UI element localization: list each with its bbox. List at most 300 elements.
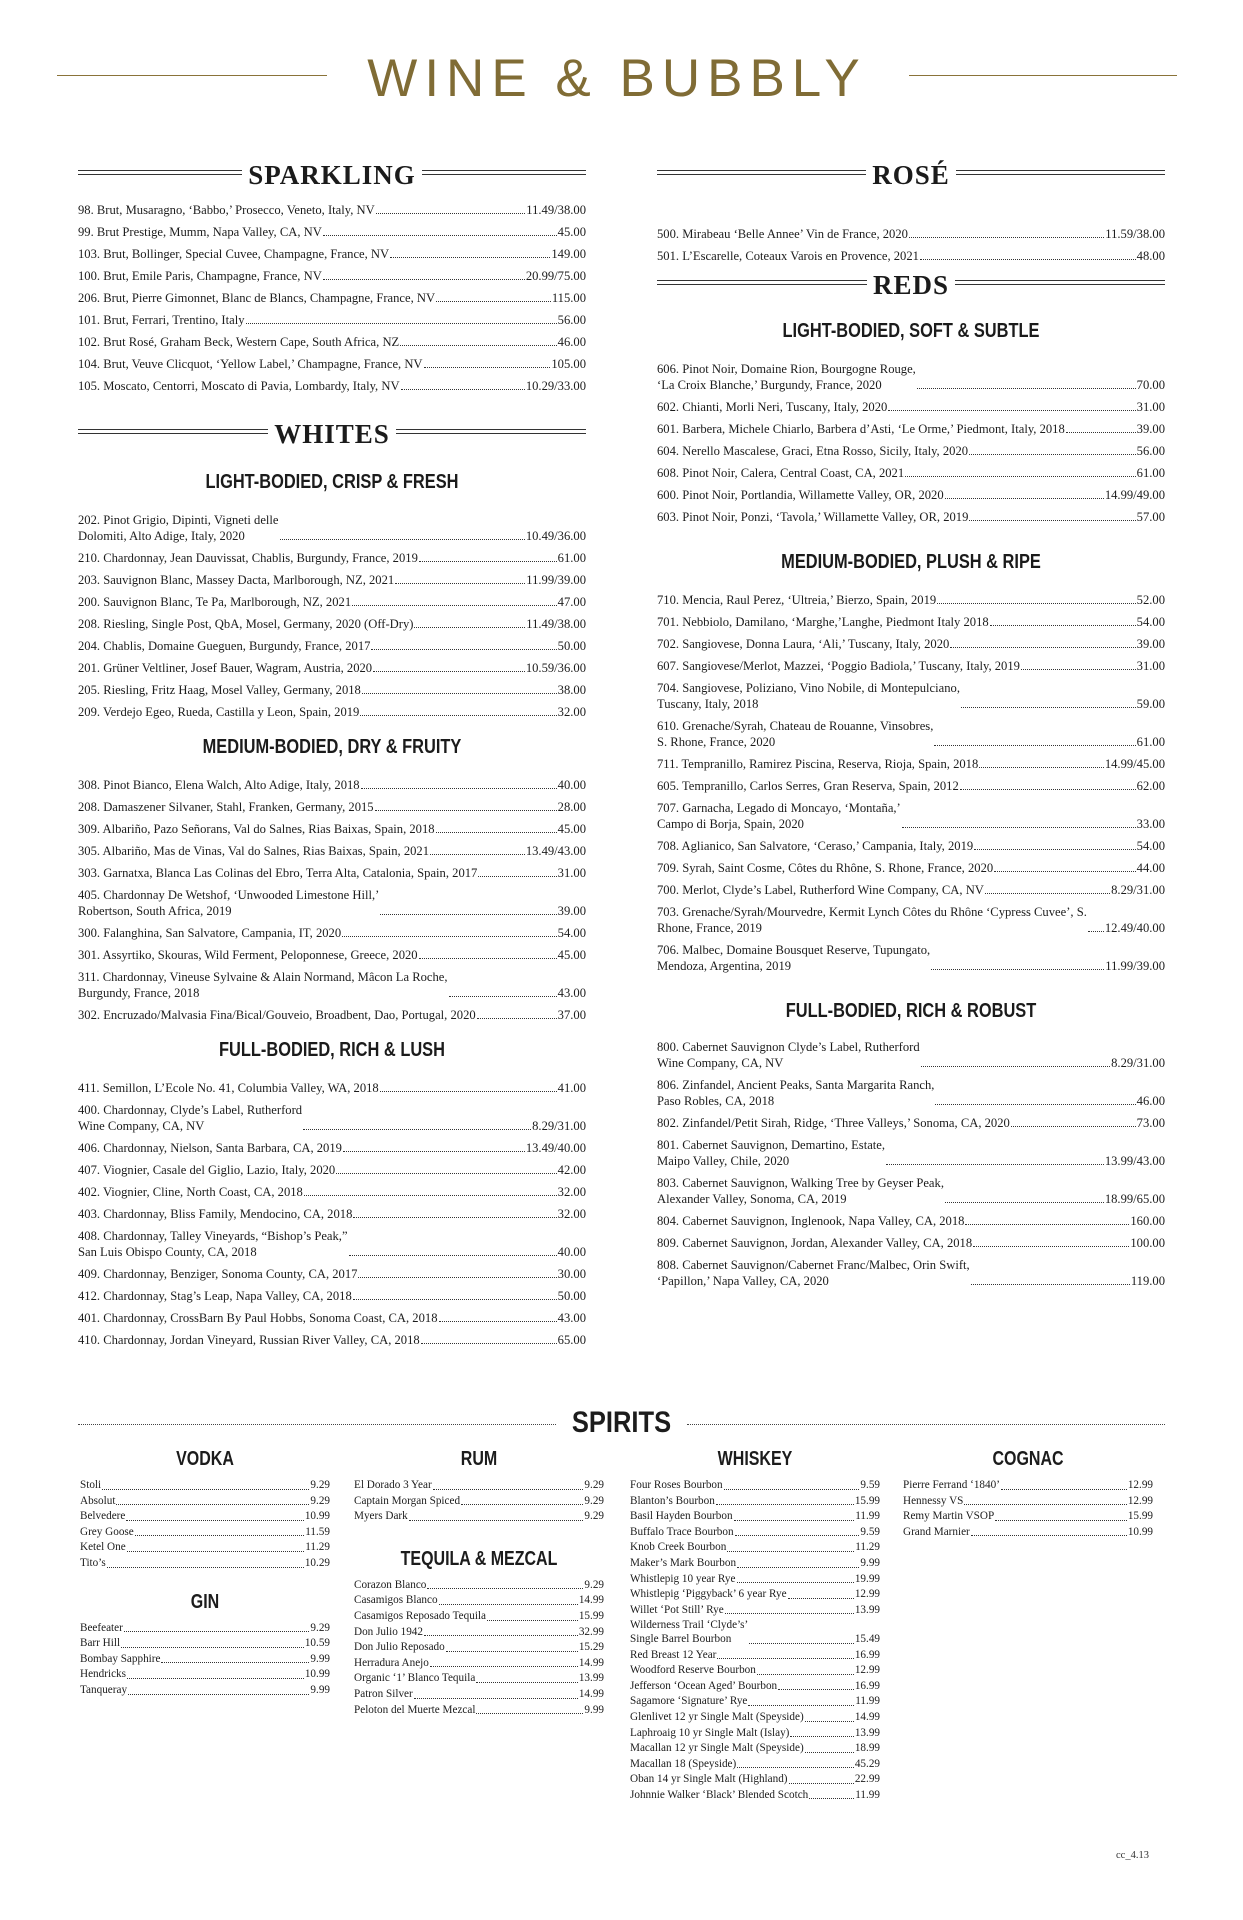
dot-leader: [1001, 1489, 1127, 1490]
menu-item-name: Whistlepig 10 year Rye: [630, 1572, 736, 1585]
menu-item-name: Knob Creek Bourbon: [630, 1541, 727, 1554]
menu-item-name: 103. Brut, Bollinger, Special Cuvee, Champagne, France, NV: [78, 247, 390, 261]
dot-leader: [969, 454, 1136, 455]
menu-item: [78, 1266, 586, 1282]
menu-item-name: 410. Chardonnay, Jordan Vineyard, Russian River Valley, CA, 2018: [78, 1333, 420, 1347]
menu-item-price: 57.00: [1136, 510, 1165, 524]
dot-leader: [116, 1504, 309, 1505]
menu-item-price: 45.00: [557, 948, 586, 962]
dot-leader: [107, 1567, 304, 1568]
menu-item-name: 311. Chardonnay, Vineuse Sylvaine & Alain Normand, Mâcon La Roche, Burgundy, France, 2018: [78, 970, 448, 1000]
menu-item-price: 12.99: [854, 1664, 880, 1677]
menu-item-price: 45.00: [557, 225, 586, 239]
dot-leader: [449, 996, 557, 997]
menu-item-name: Herradura Anejo: [354, 1656, 429, 1669]
menu-item: [657, 658, 1165, 674]
spirits-heading: SPIRITS: [571, 1406, 672, 1439]
dot-leader: [436, 832, 557, 833]
menu-item-name: 707. Garnacha, Legado di Moncayo, ‘Montaña,’ Campo di Borja, Spain, 2020: [657, 801, 901, 831]
menu-item-name: 102. Brut Rosé, Graham Beck, Western Cape, South Africa, NZ: [78, 335, 400, 349]
menu-item: [657, 1235, 1165, 1251]
menu-item: [78, 1288, 586, 1304]
dot-leader: [353, 1217, 556, 1218]
menu-item-name: Captain Morgan Spiced: [354, 1494, 461, 1507]
menu-item-price: 119.00: [1130, 1274, 1165, 1288]
menu-item: [657, 399, 1165, 415]
reds-heading-banner: [657, 268, 1165, 302]
menu-item-price: 40.00: [557, 778, 586, 792]
menu-item-price: 45.00: [557, 822, 586, 836]
page-title: WINE & BUBBLY: [359, 49, 874, 108]
menu-item-price: 39.00: [1136, 422, 1165, 436]
menu-item: [78, 1080, 586, 1096]
footer-code: cc_4.13: [1116, 1850, 1149, 1861]
spirits-col-2: [354, 1448, 604, 1719]
menu-item-price: 8.29/31.00: [532, 1119, 586, 1133]
menu-item-price: 37.00: [557, 1008, 586, 1022]
dot-leader: [886, 1164, 1104, 1165]
menu-item: [80, 1495, 330, 1509]
menu-item-price: 61.00: [1136, 735, 1165, 749]
reds-full-heading: FULL-BODIED, RICH & ROBUST: [785, 1000, 1037, 1022]
vodka-list: [80, 1479, 330, 1571]
menu-item: [80, 1479, 330, 1493]
menu-item: [354, 1579, 604, 1593]
menu-item-price: 39.00: [1136, 637, 1165, 651]
menu-item-price: 15.29: [578, 1641, 604, 1654]
menu-item: [78, 1310, 586, 1326]
menu-item-price: 12.99: [854, 1588, 880, 1601]
dot-leader: [788, 1598, 854, 1599]
menu-item-price: 16.99: [854, 1648, 880, 1661]
whites-light-heading: LIGHT-BODIED, CRISP & FRESH: [205, 471, 459, 493]
menu-item: [354, 1479, 604, 1493]
menu-item-name: 600. Pinot Noir, Portlandia, Willamette Valley, OR, 2020: [657, 488, 944, 502]
menu-item-name: 202. Pinot Grigio, Dipinti, Vigneti delle Dolomiti, Alto Adige, Italy, 2020: [78, 513, 279, 543]
menu-item: [354, 1704, 604, 1718]
reds-medium-heading: MEDIUM-BODIED, PLUSH & RIPE: [781, 551, 1041, 573]
menu-item-price: 48.00: [1136, 249, 1165, 263]
menu-item-price: 50.00: [557, 1289, 586, 1303]
menu-item-name: 711. Tempranillo, Ramirez Piscina, Reserva, Rioja, Spain, 2018: [657, 757, 979, 771]
menu-item-name: Whistlepig ‘Piggyback’ 6 year Rye: [630, 1588, 787, 1601]
menu-item-name: 804. Cabernet Sauvignon, Inglenook, Napa Valley, CA, 2018: [657, 1214, 965, 1228]
menu-item-name: 607. Sangiovese/Merlot, Mazzei, ‘Poggio Badiola,’ Tuscany, Italy, 2019: [657, 659, 1020, 673]
dot-leader: [748, 1705, 854, 1706]
menu-item-price: 28.00: [557, 800, 586, 814]
menu-item-price: 9.99: [584, 1703, 604, 1716]
menu-item-price: 15.99: [1127, 1510, 1153, 1523]
menu-item: [657, 778, 1165, 794]
menu-item-name: 98. Brut, Musaragno, ‘Babbo,’ Prosecco, Veneto, Italy, NV: [78, 203, 375, 217]
menu-item-name: Tanqueray: [80, 1683, 128, 1696]
menu-item-name: Grey Goose: [80, 1525, 134, 1538]
menu-item-price: 9.29: [584, 1578, 604, 1591]
menu-item-name: 603. Pinot Noir, Ponzi, ‘Tavola,’ Willamette Valley, OR, 2019: [657, 510, 969, 524]
dot-leader: [1011, 1126, 1136, 1127]
whiskey-list: [630, 1479, 880, 1802]
menu-item-name: 406. Chardonnay, Nielson, Santa Barbara, CA, 2019: [78, 1141, 342, 1155]
dot-leader: [342, 936, 557, 937]
menu-item-name: Woodford Reserve Bourbon: [630, 1664, 756, 1677]
menu-item-price: 8.29/31.00: [1111, 1056, 1165, 1070]
menu-item-name: 606. Pinot Noir, Domaine Rion, Bourgogne Rouge, ‘La Croix Blanche,’ Burgundy, France, 2020: [657, 362, 916, 392]
dot-leader: [909, 237, 1104, 238]
menu-item: [630, 1773, 880, 1787]
dot-leader: [390, 257, 550, 258]
menu-item-price: 11.59/38.00: [1105, 227, 1165, 241]
menu-item-price: 56.00: [1136, 444, 1165, 458]
menu-item-name: Johnnie Walker ‘Black’ Blended Scotch: [630, 1788, 809, 1801]
dot-leader: [376, 213, 526, 214]
menu-item: [80, 1526, 330, 1540]
dot-leader: [971, 1535, 1127, 1536]
menu-item-name: 601. Barbera, Michele Chiarlo, Barbera d’Asti, ‘Le Orme,’ Piedmont, Italy, 2018: [657, 422, 1065, 436]
menu-item: [80, 1541, 330, 1555]
menu-item: [630, 1649, 880, 1663]
menu-item: [78, 865, 586, 881]
menu-item: [630, 1680, 880, 1694]
menu-item-name: 300. Falanghina, San Salvatore, Campania, IT, 2020: [78, 926, 342, 940]
menu-item-price: 9.29: [310, 1479, 330, 1491]
menu-item-price: 54.00: [557, 926, 586, 940]
menu-item-price: 18.99: [854, 1742, 880, 1755]
menu-item-price: 46.00: [1136, 1094, 1165, 1108]
menu-item-name: 803. Cabernet Sauvignon, Walking Tree by Geyser Peak, Alexander Valley, Sonoma, CA, 2019: [657, 1176, 944, 1206]
menu-item-name: 610. Grenache/Syrah, Chateau de Rouanne, Vinsobres, S. Rhone, France, 2020: [657, 719, 934, 749]
dot-leader: [487, 1620, 578, 1621]
menu-item-price: 18.99/65.00: [1104, 1192, 1165, 1206]
menu-item-name: 104. Brut, Veuve Clicquot, ‘Yellow Label,’ Champagne, France, NV: [78, 357, 423, 371]
dot-leader: [790, 1736, 853, 1737]
menu-item-price: 62.00: [1136, 779, 1165, 793]
menu-item-name: 605. Tempranillo, Carlos Serres, Gran Reserva, Spain, 2012: [657, 779, 959, 793]
menu-item: [78, 925, 586, 941]
menu-item: [78, 1007, 586, 1023]
menu-item: [78, 616, 586, 632]
menu-item: [630, 1604, 880, 1618]
menu-item-name: Macallan 18 (Speyside): [630, 1757, 737, 1770]
menu-item-name: Macallan 12 yr Single Malt (Speyside): [630, 1742, 804, 1755]
tequila-list: [354, 1579, 604, 1717]
menu-item-price: 32.00: [557, 705, 586, 719]
dot-leader: [400, 345, 556, 346]
menu-item: [630, 1789, 880, 1803]
menu-item-price: 10.29/33.00: [525, 379, 586, 393]
menu-item-name: 608. Pinot Noir, Calera, Central Coast, CA, 2021: [657, 466, 905, 480]
menu-item-name: 501. L’Escarelle, Coteaux Varois en Provence, 2021: [657, 249, 919, 263]
menu-item: [78, 1206, 586, 1222]
menu-item-price: 47.00: [557, 595, 586, 609]
menu-item-price: 50.00: [557, 639, 586, 653]
rum-heading: RUM: [460, 1448, 498, 1470]
dot-leader: [937, 603, 1135, 604]
menu-item-name: Glenlivet 12 yr Single Malt (Speyside): [630, 1710, 804, 1723]
menu-item-price: 10.99: [1127, 1525, 1153, 1538]
menu-item: [657, 636, 1165, 652]
menu-item: [78, 246, 586, 262]
menu-item: [78, 290, 586, 306]
dot-leader: [917, 388, 1136, 389]
dot-leader: [1088, 931, 1104, 932]
dot-leader: [971, 1284, 1130, 1285]
menu-item-price: 115.00: [551, 291, 586, 305]
menu-item-price: 70.00: [1136, 378, 1165, 392]
menu-item-price: 11.99/39.00: [1105, 959, 1165, 973]
menu-item-name: Buffalo Trace Bourbon: [630, 1525, 734, 1538]
menu-item-price: 11.59: [305, 1525, 330, 1538]
rose-heading: ROSÉ: [866, 160, 956, 190]
menu-item-price: 31.00: [1136, 659, 1165, 673]
whites-heading: WHITES: [268, 419, 396, 449]
menu-item-price: 10.29: [304, 1556, 330, 1569]
menu-item-price: 42.00: [557, 1163, 586, 1177]
menu-item-price: 19.99: [854, 1572, 880, 1585]
menu-item-name: Four Roses Bourbon: [630, 1479, 723, 1491]
dot-leader: [935, 1104, 1135, 1105]
menu-item-name: Don Julio Reposado: [354, 1641, 445, 1654]
rose-heading-banner: [657, 158, 1165, 192]
menu-item-name: Maker’s Mark Bourbon: [630, 1556, 737, 1569]
dot-leader: [349, 1255, 557, 1256]
menu-item: [630, 1727, 880, 1741]
dot-leader: [734, 1520, 855, 1521]
menu-item-name: 412. Chardonnay, Stag’s Leap, Napa Valley, CA, 2018: [78, 1289, 352, 1303]
menu-item-price: 30.00: [557, 1267, 586, 1281]
dot-leader: [336, 1173, 556, 1174]
menu-item: [354, 1510, 604, 1524]
menu-item: [657, 361, 1165, 393]
menu-item-price: 9.29: [584, 1494, 604, 1507]
dot-leader: [964, 1504, 1126, 1505]
dot-leader: [805, 1721, 854, 1722]
spirits-heading-banner: [78, 1406, 1165, 1440]
dot-leader: [727, 1551, 854, 1552]
menu-item-name: 409. Chardonnay, Benziger, Sonoma County, CA, 2017: [78, 1267, 358, 1281]
menu-item: [657, 421, 1165, 437]
menu-item-price: 160.00: [1130, 1214, 1165, 1228]
menu-item-price: 10.49/36.00: [525, 529, 586, 543]
menu-item-name: 208. Riesling, Single Post, QbA, Mosel, Germany, 2020 (Off-Dry): [78, 617, 414, 631]
dot-leader: [323, 235, 557, 236]
menu-item-price: 12.49/40.00: [1104, 921, 1165, 935]
menu-item-name: 201. Grüner Veltliner, Josef Bauer, Wagram, Austria, 2020: [78, 661, 373, 675]
menu-item: [354, 1594, 604, 1608]
dot-leader: [343, 1151, 525, 1152]
dot-leader: [961, 707, 1136, 708]
menu-item-name: Remy Martin VSOP: [903, 1510, 995, 1523]
menu-item-name: Casamigos Blanco: [354, 1594, 438, 1607]
dot-leader: [280, 539, 525, 540]
rum-list: [354, 1479, 604, 1524]
dot-leader: [757, 1674, 854, 1675]
dot-leader: [446, 1651, 578, 1652]
menu-item-price: 46.00: [557, 335, 586, 349]
whites-heading-banner: [78, 417, 586, 451]
menu-item-name: 710. Mencia, Raul Perez, ‘Ultreia,’ Bierzo, Spain, 2019: [657, 593, 937, 607]
menu-item-name: 302. Encruzado/Malvasia Fina/Bical/Gouveio, Broadbent, Dao, Portugal, 2020: [78, 1008, 476, 1022]
dot-leader: [124, 1631, 310, 1632]
menu-item-price: 11.29: [305, 1541, 330, 1554]
menu-item: [80, 1510, 330, 1524]
menu-item-price: 12.99: [1127, 1479, 1153, 1491]
menu-item-price: 15.99: [854, 1494, 880, 1507]
menu-item-price: 73.00: [1136, 1116, 1165, 1130]
menu-item-name: 702. Sangiovese, Donna Laura, ‘Ali,’ Tuscany, Italy, 2020: [657, 637, 950, 651]
menu-item-name: Tito’s: [80, 1556, 106, 1569]
whites-medium-list: [78, 777, 586, 1023]
dot-leader: [985, 893, 1110, 894]
menu-item-price: 16.99: [854, 1679, 880, 1692]
dot-leader: [135, 1535, 304, 1536]
dot-leader: [380, 1091, 557, 1092]
dot-leader: [888, 410, 1135, 411]
menu-item-name: 205. Riesling, Fritz Haag, Mosel Valley, Germany, 2018: [78, 683, 361, 697]
menu-item: [630, 1619, 880, 1646]
dot-leader: [433, 1489, 584, 1490]
dot-leader: [461, 1504, 583, 1505]
menu-item: [657, 443, 1165, 459]
menu-item-name: 200. Sauvignon Blanc, Te Pa, Marlborough, NZ, 2021: [78, 595, 352, 609]
menu-item-price: 9.29: [584, 1479, 604, 1491]
menu-item-price: 9.29: [310, 1494, 330, 1507]
menu-item-price: 52.00: [1136, 593, 1165, 607]
menu-item-name: 209. Verdejo Egeo, Rueda, Castilla y Leon, Spain, 2019: [78, 705, 360, 719]
menu-item: [657, 904, 1165, 936]
whites-full-heading: FULL-BODIED, RICH & LUSH: [219, 1039, 445, 1061]
menu-item: [657, 800, 1165, 832]
menu-item-price: 41.00: [557, 1081, 586, 1095]
menu-item: [657, 718, 1165, 750]
menu-item: [657, 592, 1165, 608]
menu-item-price: 22.99: [854, 1773, 880, 1786]
menu-item-price: 10.59/36.00: [525, 661, 586, 675]
menu-item: [78, 550, 586, 566]
menu-item: [354, 1626, 604, 1640]
dot-leader: [360, 715, 556, 716]
menu-item-name: Basil Hayden Bourbon: [630, 1510, 733, 1523]
menu-item-price: 44.00: [1136, 861, 1165, 875]
dot-leader: [960, 789, 1136, 790]
menu-item-name: 709. Syrah, Saint Cosme, Côtes du Rhône, S. Rhone, France, 2020: [657, 861, 994, 875]
dot-leader: [401, 389, 525, 390]
gin-heading: GIN: [190, 1590, 220, 1613]
dot-leader: [436, 301, 551, 302]
menu-item: [354, 1495, 604, 1509]
menu-item-price: 10.59: [304, 1637, 330, 1650]
menu-item-name: Don Julio 1942: [354, 1625, 423, 1638]
menu-item-price: 59.00: [1136, 697, 1165, 711]
reds-full-list: [657, 1039, 1165, 1289]
dot-leader: [979, 767, 1104, 768]
spirits-col-1: [80, 1448, 330, 1700]
menu-item: [78, 356, 586, 372]
menu-item: [78, 1102, 586, 1134]
menu-item: [78, 682, 586, 698]
menu-item: [78, 777, 586, 793]
menu-item-name: Myers Dark: [354, 1510, 408, 1523]
menu-item-name: 602. Chianti, Morli Neri, Tuscany, Italy, 2020: [657, 400, 888, 414]
menu-item-name: 206. Brut, Pierre Gimonnet, Blanc de Blancs, Champagne, France, NV: [78, 291, 436, 305]
menu-item: [630, 1526, 880, 1540]
whites-light-list: [78, 512, 586, 720]
menu-item: [657, 248, 1165, 264]
menu-item-name: 808. Cabernet Sauvignon/Cabernet Franc/Malbec, Orin Swift, ‘Papillon,’ Napa Valley, CA, 2020: [657, 1258, 970, 1288]
menu-item-price: 14.99: [578, 1656, 604, 1669]
dot-leader: [128, 1694, 309, 1695]
reds-light-heading: LIGHT-BODIED, SOFT & SUBTLE: [782, 320, 1040, 342]
menu-item-price: 11.29: [855, 1541, 880, 1554]
menu-item: [630, 1711, 880, 1725]
menu-item-name: Wilderness Trail ‘Clyde’s’ Single Barrel Bourbon: [630, 1619, 749, 1645]
menu-item-price: 10.99: [304, 1510, 330, 1523]
menu-item-name: 105. Moscato, Centorri, Moscato di Pavia, Lombardy, Italy, NV: [78, 379, 400, 393]
menu-item: [78, 1332, 586, 1348]
dot-leader: [931, 969, 1104, 970]
menu-item-price: 43.00: [557, 1311, 586, 1325]
menu-item-price: 61.00: [557, 551, 586, 565]
menu-item-price: 8.29/31.00: [1111, 883, 1165, 897]
menu-item: [657, 509, 1165, 525]
menu-item: [354, 1641, 604, 1655]
dot-leader: [358, 1277, 556, 1278]
menu-item-price: 43.00: [557, 986, 586, 1000]
dot-leader: [121, 1647, 304, 1648]
menu-item-price: 13.99: [854, 1603, 880, 1616]
menu-item-price: 11.99: [855, 1695, 880, 1708]
dot-leader: [778, 1689, 854, 1690]
rose-list: [657, 226, 1165, 264]
dot-leader: [362, 693, 557, 694]
menu-item-price: 13.49/40.00: [525, 1141, 586, 1155]
menu-item-price: 15.99: [578, 1609, 604, 1622]
dot-leader: [476, 1682, 578, 1683]
menu-item: [630, 1758, 880, 1772]
menu-item-name: Sagamore ‘Signature’ Rye: [630, 1695, 748, 1708]
menu-item: [657, 1077, 1165, 1109]
menu-item: [657, 1039, 1165, 1071]
menu-item: [78, 660, 586, 676]
menu-item-price: 12.99: [1127, 1494, 1153, 1507]
menu-item: [78, 334, 586, 350]
menu-item-name: Bombay Sapphire: [80, 1652, 161, 1665]
menu-item: [657, 882, 1165, 898]
menu-item: [657, 226, 1165, 242]
menu-item-name: Hendricks: [80, 1668, 126, 1681]
menu-item-name: 706. Malbec, Domaine Bousquet Reserve, Tupungato, Mendoza, Argentina, 2019: [657, 943, 931, 973]
menu-item: [78, 224, 586, 240]
dot-leader: [304, 1195, 557, 1196]
menu-item-name: El Dorado 3 Year: [354, 1479, 432, 1491]
menu-item-name: 809. Cabernet Sauvignon, Jordan, Alexander Valley, CA, 2018: [657, 1236, 973, 1250]
menu-item: [657, 614, 1165, 630]
menu-item: [78, 821, 586, 837]
reds-light-list: [657, 361, 1165, 525]
menu-item: [354, 1610, 604, 1624]
menu-item: [80, 1653, 330, 1667]
menu-item-name: 301. Assyrtiko, Skouras, Wild Ferment, Peloponnese, Greece, 2020: [78, 948, 418, 962]
menu-item: [78, 1228, 586, 1260]
menu-item: [80, 1668, 330, 1682]
dot-leader: [371, 649, 556, 650]
dot-leader: [749, 1643, 854, 1644]
menu-item: [78, 378, 586, 394]
menu-item-name: 208. Damaszener Silvaner, Stahl, Franken, Germany, 2015: [78, 800, 374, 814]
dot-leader: [395, 583, 525, 584]
dot-leader: [127, 1551, 305, 1552]
dot-leader: [990, 625, 1136, 626]
menu-item-name: Corazon Blanco: [354, 1578, 427, 1591]
